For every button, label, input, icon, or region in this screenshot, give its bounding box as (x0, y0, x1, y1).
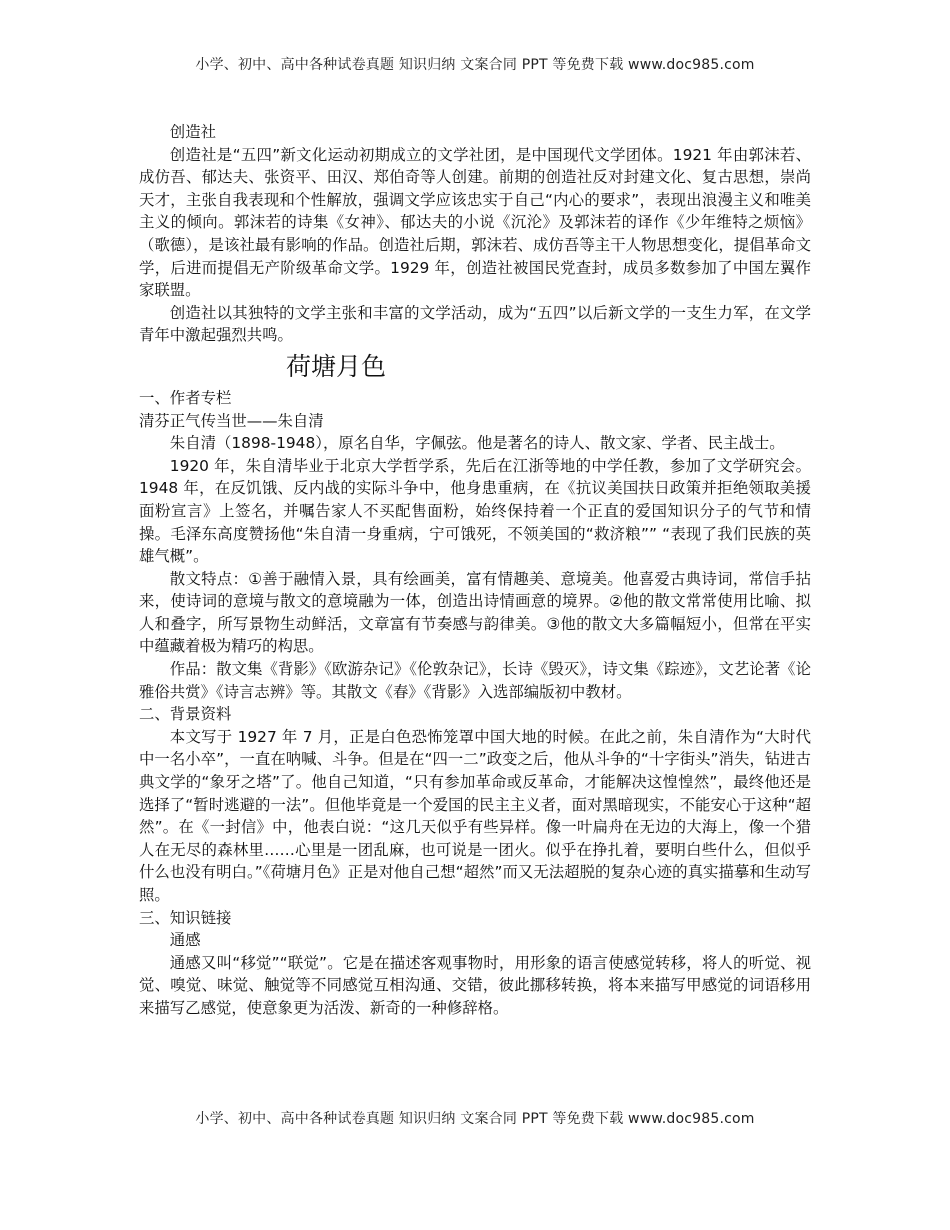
paragraph: 本文写于 1927 年 7 月，正是白色恐怖笼罩中国大地的时候。在此之前，朱自清作为“大时代中一名小卒”，一直在呐喊、斗争。但是在“四一二”政变之后，他从斗争的“十字街头”消失，钻进古典文学的“象牙之塔”了。他自己知道，“只有参加革命或反革命，才能解决这惶惶然”，最终他还是选择了“暂时逃避的一法”。但他毕竟是一个爱国的民主主义者，面对黑暗现实，不能安心于这种“超然”。在《一封信》中，他表白说：“这几天似乎有些异样。像一叶扁舟在无边的大海上，像一个猎人在无尽的森林里……心里是一团乱麻，也可说是一团火。似乎在挣扎着，要明白些什么，但似乎什么也没有明白。”《荷塘月色》正是对他自己想“超然”而又无法超脱的复杂心迹的真实描摹和生动写照。 (139, 727, 811, 904)
paragraph: 1920 年，朱自清毕业于北京大学哲学系，先后在江浙等地的中学任教，参加了文学研究会。1948 年，在反饥饿、反内战的实际斗争中，他身患重病，在《抗议美国扶日政策并拒绝领取美援面粉宣言》上签名，并嘱告家人不买配售面粉，始终保持着一个正直的爱国知识分子的气节和情操。毛泽东高度赞扬他“朱自清一身重病，宁可饿死，不领美国的“救济粮”” “表现了我们民族的英雄气概”。 (139, 456, 811, 566)
page-header: 小学、初中、高中各种试卷真题 知识归纳 文案合同 PPT 等免费下载 www.doc985.com (195, 57, 755, 73)
paragraph: 创造社以其独特的文学主张和丰富的文学活动，成为“五四”以后新文学的一支生力军，在文学青年中激起强烈共鸣。 (139, 303, 811, 345)
paragraph: 创造社是“五四”新文化运动初期成立的文学社团，是中国现代文学团体。1921 年由郭沫若、成仿吾、郁达夫、张资平、田汉、郑伯奇等人创建。前期的创造社反对封建文化、复古思想，崇尚天才，主张自我表现和个性解放，强调文学应该忠实于自己“内心的要求”，表现出浪漫主义和唯美主义的倾向。郭沫若的诗集《女神》、郁达夫的小说《沉沦》及郭沫若的译作《少年维特之烦恼》（歌德），是该社最有影响的作品。创造社后期，郭沫若、成仿吾等主干人物思想变化，提倡革命文学，后进而提倡无产阶级革命文学。1929 年，创造社被国民党查封，成员多数参加了中国左翼作家联盟。 (139, 145, 811, 300)
paragraph: 通感又叫“移觉”“联觉”。它是在描述客观事物时，用形象的语言使感觉转移，将人的听觉、视觉、嗅觉、味觉、触觉等不同感觉互相沟通、交错，彼此挪移转换，将本来描写甲感觉的词语移用来描写乙感觉，使意象更为活泼、新奇的一种修辞格。 (139, 953, 811, 1017)
section-heading-knowledge: 三、知识链接 (139, 908, 232, 927)
subheading-tonggan: 通感 (169, 931, 201, 950)
article-title: 荷塘月色 (286, 351, 387, 381)
document-body (139, 121, 811, 1020)
paragraph: 朱自清（1898-1948），原名自华，字佩弦。他是著名的诗人、散文家、学者、民主战士。 (169, 434, 785, 453)
section-heading-author: 一、作者专栏 (139, 388, 232, 407)
paragraph: 散文特点：①善于融情入景，具有绘画美，富有情趣美、意境美。他喜爱古典诗词，常信手拈来，使诗词的意境与散文的意境融为一体，创造出诗情画意的境界。②他的散文常常使用比喻、拟人和叠字，所写景物生动鲜活，文章富有节奏感与韵律美。③他的散文大多篇幅短小，但常在平实中蕴藏着极为精巧的构思。 (139, 569, 811, 656)
paragraph: 作品：散文集《背影》《欧游杂记》《伦敦杂记》，长诗《毁灭》，诗文集《踪迹》，文艺论著《论雅俗共赏》《诗言志辨》等。其散文《春》《背影》入选部编版初中教材。 (139, 660, 811, 701)
section-heading-chuangzaoshe: 创造社 (169, 123, 216, 141)
page-footer: 小学、初中、高中各种试卷真题 知识归纳 文案合同 PPT 等免费下载 www.doc985.com (195, 1111, 755, 1127)
section-heading-background: 二、背景资料 (139, 705, 232, 724)
author-subtitle: 清芬正气传当世——朱自清 (139, 411, 324, 430)
